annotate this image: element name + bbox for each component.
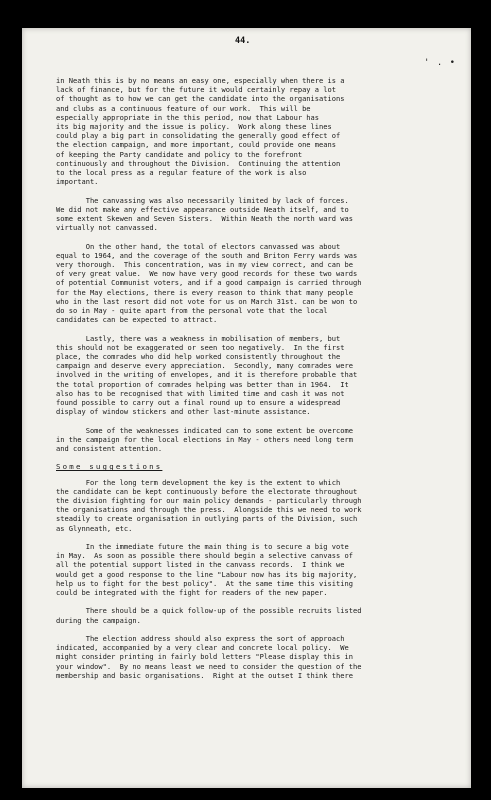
paragraph-9: The election address should also express the sort of approach indicated, accompanied by a very clear and concrete local policy. We might consider printing in fairly bold letters "Please display this in your window". By no means least we need to consider the question of the membership and basic organisations. Right at the outset I think there <box>56 634 362 680</box>
document-body <box>56 76 461 689</box>
scan-specks: ' . • <box>424 58 457 68</box>
paragraph-1: in Neath this is by no means an easy one, especially when there is a lack of finance, but for the future it would certainly repay a lot of thought as to how we can get the candidate into the organisations and clubs as a continuous feature of our work. This will be especially appropriate in the this period, now that Labour has its big majority and the issue is policy. Work along these lines could play a big part in consolidating the generally good effect of the election campaign, and more important, could provide one means of keeping the Party candidate and policy to the forefront continuously and throughout the Division. Continuing the attention to the local press as a regular feature of the work is also important. <box>56 76 345 187</box>
paragraph-5: Some of the weaknesses indicated can to some extent be overcome in the campaign for the local elections in May - others need long term and consistent attention. <box>56 425 353 454</box>
paragraph-8: There should be a quick follow-up of the possible recruits listed during the campaign. <box>56 606 362 625</box>
section-heading: Some suggestions <box>56 462 163 472</box>
paragraph-4: Lastly, there was a weakness in mobilisation of members, but this should not be exaggerated or seen too negatively. In the first place, the comrades who did help worked consistently throughout the campaign and deserve every appreciation. Secondly, many comrades were involved in the writing of envelopes, and it is therefore probable that the total proportion of comrades helping was better than in 1964. It also has to be recognised that with limited time and cash it was not found possible to carry out a final round up to ensure a widespread display of window stickers and other last-minute assistance. <box>56 333 358 417</box>
paragraph-2: The canvassing was also necessarily limited by lack of forces. We did not make any effective appearance outside Neath itself, and to some extent Skewen and Seven Sisters. Within Neath the north ward was virtually not canvassed. <box>56 195 353 233</box>
page-number: 44. <box>235 36 251 46</box>
document-page <box>22 28 471 788</box>
paragraph-7: In the immediate future the main thing is to secure a big vote in May. As soon as possible there should begin a selective canvass of all the potential support listed in the canvass records. I think we would get a good response to the line "Labour now has its big majority, help us to fight for the best policy". At the same time this visiting could be integrated with the fight for readers of the new paper. <box>56 542 358 598</box>
paragraph-3: On the other hand, the total of electors canvassed was about equal to 1964, and the coverage of the south and Briton Ferry wards was very thorough. This concentration, was in my view correct, and can be of very great value. We now have very good records for these two wards of potential Communist voters, and if a good campaign is carried through for the May elections, there is every reason to think that many people who in the last resort did not vote for us on March 31st. can be won to do so in May - quite apart from the personal vote that the local candidates can be expected to attract. <box>56 241 362 325</box>
paragraph-6: For the long term development the key is the extent to which the candidate can be kept continuously before the electorate throughout the division fighting for our main policy demands - particularly through the organisations and through the press. Alongside this we need to work steadily to create organisation in outlying parts of the Division, such as Glynneath, etc. <box>56 477 362 533</box>
